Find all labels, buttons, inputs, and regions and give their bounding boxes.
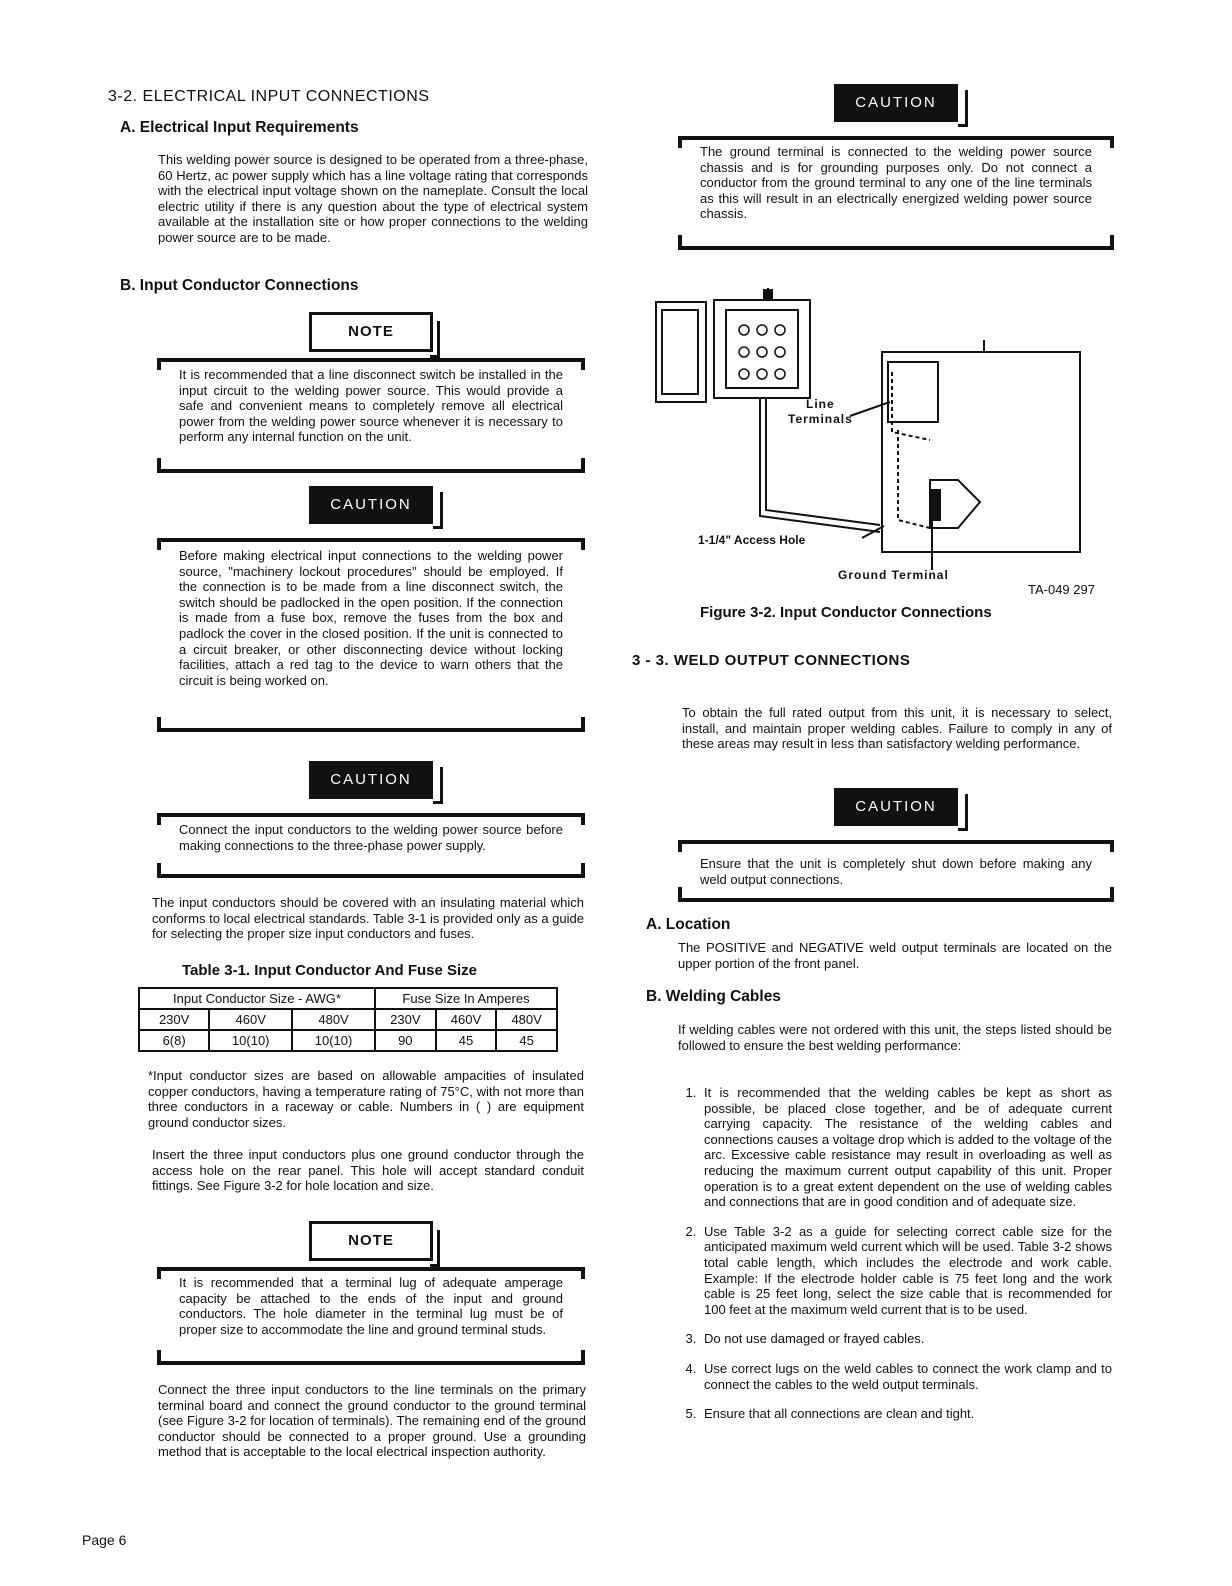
welding-cable-steps xyxy=(676,1085,1112,1436)
section-3-3-b-title: B. Welding Cables xyxy=(646,988,781,1005)
caution-text: The ground terminal is connected to the welding power source chassis and is for grounding purposes only. Do not connect a conductor from the ground terminal to any one of the line terminals as this will result in an electrically energized welding power source chassis. xyxy=(700,144,1092,222)
list-item: 2. Use Table 3-2 as a guide for selecting correct cable size for the anticipated maximum weld current which will be used. Table 3-2 shows total cable length, which includes the electrode and work cable. Example: If the electrode holder cable is 75 feet long and the work cable is 25 feet long, select the size cable that is recommended for 100 feet at the maximum weld current that is to be used. xyxy=(700,1224,1112,1318)
table-3-1-title: Table 3-1. Input Conductor And Fuse Size xyxy=(182,962,478,979)
table-header-cell: 460V xyxy=(436,1009,497,1030)
caution-text: Connect the input conductors to the welding power source before making connections to the three-phase power supply. xyxy=(179,822,563,853)
input-conductor-connections-figure xyxy=(640,280,1120,600)
list-item: 4. Use correct lugs on the weld cables to connect the work clamp and to connect the cables to the weld output terminals. xyxy=(700,1361,1112,1392)
note-text: It is recommended that a terminal lug of adequate amperage capacity be attached to the ends of the input and ground conductors. The hole diameter in the terminal lug must be of proper size to accommodate the line and ground terminal studs. xyxy=(179,1275,563,1337)
list-item: 1. It is recommended that the welding cables be kept as short as possible, be placed close together, and be of adequate current carrying capacity. The resistance of the welding cables and connections causes a voltage drop which is added to the voltage of the arc. Excessive cable resistance may result in overloading as well as reducing the maximum current output capability of this unit. Proper operation is to a great extent dependent on the use of welding cables and connections that are in good condition and of adequate size. xyxy=(700,1085,1112,1210)
caution-box-1 xyxy=(157,486,585,736)
section-3-3-a-title: A. Location xyxy=(646,916,731,933)
caution-box-4 xyxy=(678,788,1114,906)
section-3-3-title: 3 - 3. WELD OUTPUT CONNECTIONS xyxy=(632,652,911,669)
note-box-1 xyxy=(157,312,585,477)
note-label: NOTE xyxy=(309,312,433,352)
caution-label: CAUTION xyxy=(309,486,433,524)
caution-text: Before making electrical input connections to the welding power source, "machinery lockout procedures" should be employed. If the connection is to be made from a line disconnect switch, the switch should be padlocked in the open position. If the connection is made from a fuse box, remove the fuses from the box and padlock the cover in the closed position. If the unit is connected to a circuit breaker, or other disconnecting device without locking facilities, attach a red tag to the device to warn others that the circuit is being worked on. xyxy=(179,548,563,688)
welding-cables-intro: If welding cables were not ordered with this unit, the steps listed should be followed to ensure the best welding performance: xyxy=(678,1022,1112,1053)
note-label: NOTE xyxy=(309,1221,433,1261)
caution-label: CAUTION xyxy=(834,84,958,122)
caution-text: Ensure that the unit is completely shut down before making any weld output connections. xyxy=(700,856,1092,887)
table-cell: 45 xyxy=(436,1030,497,1051)
caution-box-2 xyxy=(157,761,585,881)
list-item: 3. Do not use damaged or frayed cables. xyxy=(700,1331,1112,1347)
note-box-2 xyxy=(157,1221,585,1369)
figure-label-terminals: Terminals xyxy=(788,412,853,426)
table-group-header: Input Conductor Size - AWG* xyxy=(139,988,375,1009)
table-cell: 6(8) xyxy=(139,1030,209,1051)
figure-caption: Figure 3-2. Input Conductor Connections xyxy=(700,604,992,621)
note-text: It is recommended that a line disconnect switch be installed in the input circuit to the welding power source. This would provide a safe and convenient means to completely remove all electrical power from the welding power source whenever it is necessary to perform any internal function on the unit. xyxy=(179,367,563,445)
caution-box-3 xyxy=(678,84,1114,254)
table-cell: 10(10) xyxy=(209,1030,292,1051)
table-group-header: Fuse Size In Amperes xyxy=(375,988,557,1009)
caution-label: CAUTION xyxy=(309,761,433,799)
insert-conductors-text: Insert the three input conductors plus one ground conductor through the access hole on the rear panel. This hole will accept standard conduit fittings. See Figure 3-2 for hole location and size. xyxy=(152,1147,584,1194)
connect-conductors-text: Connect the three input conductors to the line terminals on the primary terminal board and connect the ground conductor to the ground terminal (see Figure 3-2 for location of terminals). The remaining end of the ground conductor should be connected to a proper ground. Use a grounding method that is acceptable to the local electrical inspection authority. xyxy=(158,1382,586,1460)
electrical-input-requirements-text: This welding power source is designed to be operated from a three-phase, 60 Hertz, ac power supply which has a line voltage rating that corresponds with the electrical input voltage shown on the nameplate. Consult the local electric utility if there is any question about the type of electrical system available at the installation site or how proper connections to the welding power source are to be made. xyxy=(158,152,588,245)
figure-label-ground-terminal: Ground Terminal xyxy=(838,568,949,582)
table-footnote: *Input conductor sizes are based on allowable ampacities of insulated copper conductors, having a temperature rating of 75°C, with not more than three conductors in a raceway or cable. Numbers in ( ) are equipment ground conductor sizes. xyxy=(148,1068,584,1130)
caution-label: CAUTION xyxy=(834,788,958,826)
table-header-cell: 230V xyxy=(375,1009,436,1030)
weld-output-intro: To obtain the full rated output from this unit, it is necessary to select, install, and maintain proper welding cables. Failure to comply in any of these areas may result in less than satisfactory welding performance. xyxy=(682,705,1112,752)
table-cell: 90 xyxy=(375,1030,436,1051)
location-text: The POSITIVE and NEGATIVE weld output terminals are located on the upper portion of the front panel. xyxy=(678,940,1112,971)
figure-label-line: Line xyxy=(806,397,835,411)
figure-reference: TA-049 297 xyxy=(1028,582,1095,597)
table-header-cell: 480V xyxy=(292,1009,375,1030)
list-item: 5. Ensure that all connections are clean and tight. xyxy=(700,1406,1112,1422)
figure-label-access-hole: 1-1/4" Access Hole xyxy=(698,533,806,547)
table-cell: 10(10) xyxy=(292,1030,375,1051)
section-3-2-title: 3-2. ELECTRICAL INPUT CONNECTIONS xyxy=(108,88,430,105)
table-header-cell: 460V xyxy=(209,1009,292,1030)
table-header-cell: 480V xyxy=(496,1009,557,1030)
section-3-2-a-title: A. Electrical Input Requirements xyxy=(120,119,359,136)
section-3-2-b-title: B. Input Conductor Connections xyxy=(120,277,359,294)
page-number: Page 6 xyxy=(82,1532,127,1548)
table-cell: 45 xyxy=(496,1030,557,1051)
input-conductor-fuse-table xyxy=(138,987,558,1052)
insulating-text: The input conductors should be covered with an insulating material which conforms to local electrical standards. Table 3-1 is provided only as a guide for selecting the proper size input conductors and fuses. xyxy=(152,895,584,942)
table-header-cell: 230V xyxy=(139,1009,209,1030)
